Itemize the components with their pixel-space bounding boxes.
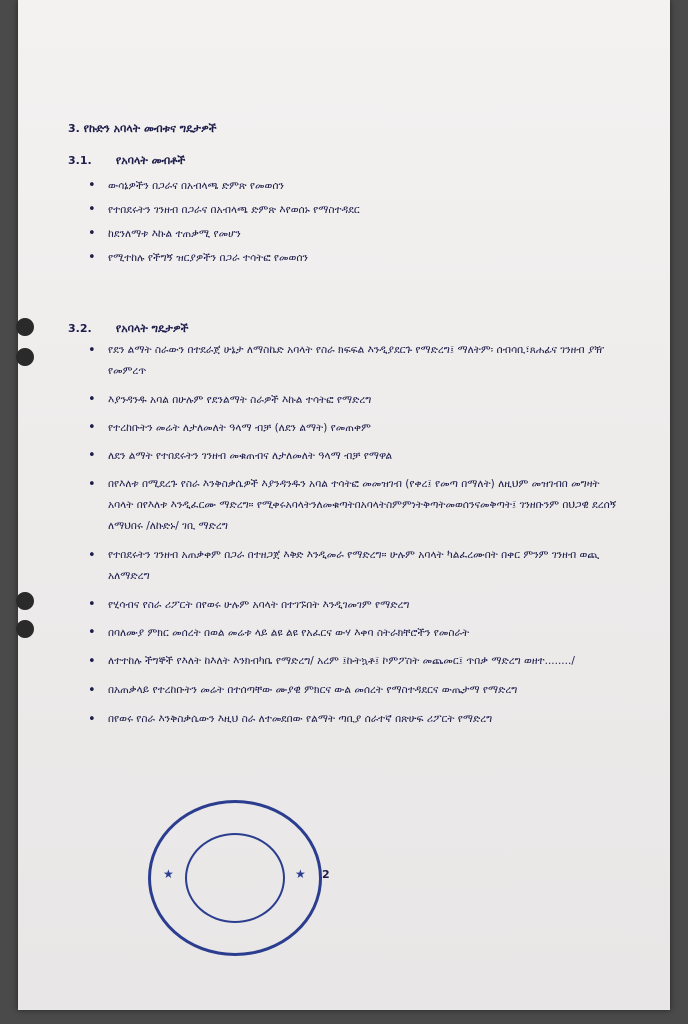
list-item: • ለደን ልማት የተበደሩትን ገንዘብ መቁጠብና ለታለመለት ዓላማ ብቻ የማዋል [88,446,618,466]
punch-hole [16,620,34,638]
list-item: • በአጠቃላይ የተረከቡትን መሬት በተሰጣቸው ሙያዊ ምክርና ውል መሰረት የማስተዳደርና ውጤታማ የማድረግ [88,680,618,701]
list-item: • በባለሙያ ምክር መሰረት በወል መሬቱ ላይ ልዩ ልዩ የአፈርና ውሃ እቀባ ስትራክቸሮችን የመስራት [88,623,618,643]
page-number: 2 [322,868,330,881]
list-item: • በየእለቱ በሚደረጉ የስራ እንቅስቃሴዎች እያንዳንዱን አባል ተሳትፎ መመዝገብ (የቀረ፤ የመጣ በማለት) ለዚህም መዝገብበ መግዛት አባላት በየእለቱ እንዲፈርሙ ማድረግ። የሚቀሩአባላትንለመቁጣትበአባላትስምምነትቅጣትመወሰንናመቅጣት፤ ገንዘቡንም በህጋዊ ደረሰኝ ለማህበሩ /ለኩድኑ/ ገቢ ማድረግ [88,474,618,537]
list-item: • የሂሳብና የስራ ሪፖርት በየወሩ ሁሉም አባላት በተገኙበት እንዲገመገም የማድረግ [88,595,618,615]
subsection-title: የአባላት መብቶች [115,154,186,167]
list-item: • ለተተከሉ ችግኞች የእለት ከእለት እንክብካቤ የማድረግ/ አረም ፤ኩትኳቶ፤ ኮምፖስት መጨመር፤ ጥበቃ ማድረግ ወዘተ......../ [88,651,618,672]
seal-star-icon: ★ [295,867,306,881]
official-seal-stamp [148,800,322,956]
list-item: • የሚተከሉ የችግኝ ዝርያዎችን በጋራ ተሳትፎ የመወሰን [88,248,628,268]
subsection-number: 3.1. [68,154,92,167]
subsection-title: የአባላት ግዴታዎች [115,322,189,335]
seal-star-icon: ★ [163,867,174,881]
list-item: • ከደንለማቱ እኩል ተጠቃሚ የመሆን [88,224,628,244]
punch-hole [16,592,34,610]
list-item: • የደን ልማት ስራውን በተደራጀ ሁኔታ ለማስኬድ አባላት የስራ ክፍፍል እንዲያደርጉ የማድረግ፤ ማለትም፡ ሰብሳቢ፣ጸሐፊና ገንዘብ ያዥ የመምረጥ [88,340,618,382]
list-item: • የተበደሩትን ገንዘብ አጠቃቀም በጋራ በተዘጋጀ እቅድ እንዲመራ የማድረግ። ሁሉም አባላት ካልፈረሙበት በቀር ምንም ገንዘብ ወጪ አለማድረግ [88,545,618,587]
punch-hole [16,318,34,336]
punch-hole [16,348,34,366]
duties-list [88,340,618,730]
subsection-heading [68,322,188,336]
seal-emblem [185,833,285,923]
subsection-number: 3.2. [68,322,92,335]
list-item: • የተበደሩትን ገንዘብ በጋራና በአብላጫ ድምጽ እየወሰኑ የማስተዳደር [88,200,628,220]
section-title: 3. የኩድን አባላት መብቱና ግዴታዎች [68,122,217,135]
document-page [18,0,670,1010]
list-item: • ውሳኔዎችን በጋራና በአብላጫ ድምጽ የመወሰን [88,176,628,196]
list-item: • የተረከቡትን መሬት ለታለመለት ዓላማ ብቻ (ለደን ልማት) የመጠቀም [88,418,618,438]
subsection-heading [68,154,185,168]
list-item: • እያንዳንዱ አባል በሁሉም የደንልማት ስራዎች እኩል ተሳትፎ የማድረግ [88,390,618,410]
rights-list [88,176,628,268]
list-item: • በየወሩ የስራ እንቅስቃሴውን እዚህ ስራ ለተመደበው የልማት ጣቢያ ሰራተኛ በጽሁፍ ሪፖርት የማድረግ [88,709,618,730]
